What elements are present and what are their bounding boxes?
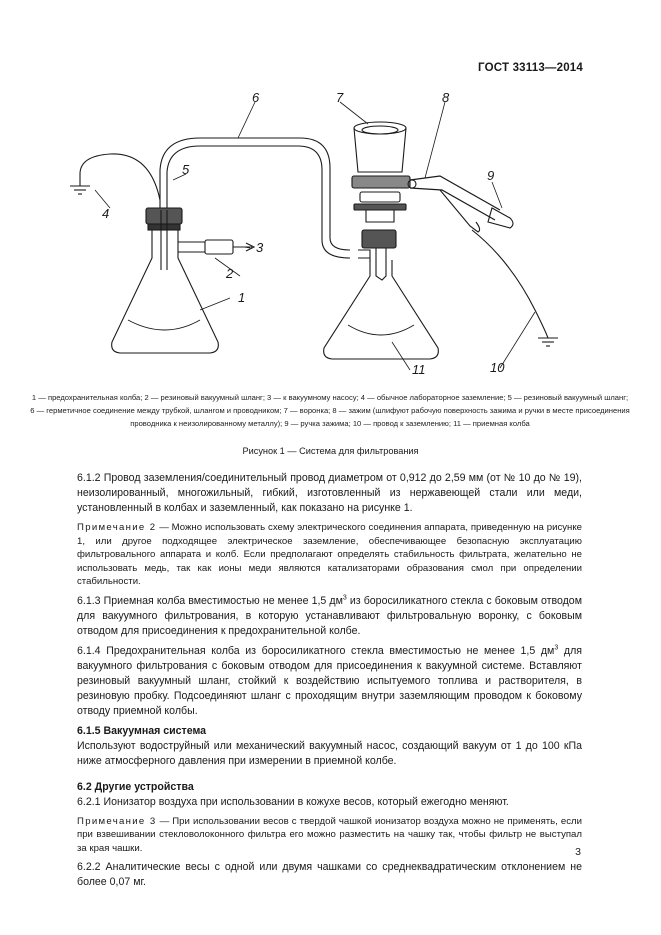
callout-6: 6 [252, 90, 260, 105]
paragraph-6-1-2: 6.1.2 Провод заземления/соединительный провод диаметром от 0,912 до 2,59 мм (от № 10 до № 19), неизолированный, многожильный, гибкий, изготовленный из нержавеющей стали или меди, установленный в колбах и заземленный, как показано на рисунке 1. [77, 472, 582, 514]
callout-4: 4 [102, 206, 110, 221]
figure-legend: 1 — предохранительная колба; 2 — резиновый вакуумный шланг; 3 — к вакуумному насосу; 4 — обычное лабораторное заземление; 5 — резиновый вакуумный шланг; 6 — герметичное соединение между трубкой, шлангом и проводником; 7 — воронка; 8 — зажим (шлифуют рабочую поверхность зажима и ручки в месте присоединения проводника к неизолированному металлу); 9 — ручка зажима; 10 — провод к заземлению; 11 — приемная колба [30, 393, 630, 428]
superscript-3: 3 [554, 643, 559, 651]
ground-symbol-left [70, 154, 160, 200]
paragraph-6-1-4 [77, 644, 582, 719]
ground-wire-right [472, 230, 558, 346]
standard-header: ГОСТ 33113—2014 [478, 62, 583, 74]
note-3 [77, 815, 582, 856]
filtration-system-diagram [40, 80, 620, 380]
document-body [77, 471, 582, 895]
figure-caption: Рисунок 1 — Система для фильтрования [242, 446, 419, 456]
note-2-label: Примечание 2 [77, 522, 157, 533]
heading-6-1-5: 6.1.5 Вакуумная система [77, 724, 207, 737]
paragraph-6-2-1: 6.2.1 Ионизатор воздуха при использовании в кожухе весов, который ежегодно меняют. [77, 795, 509, 808]
paragraph-6-1-3-start: 6.1.3 Приемная колба вместимостью не менее 1,5 дм [77, 594, 343, 607]
paragraph-6-2-2: 6.2.2 Аналитические весы с одной или двумя чашками со среднеквадратическим отклонением не более 0,07 мг. [77, 861, 582, 888]
callout-11: 11 [412, 362, 426, 377]
callout-3: 3 [256, 240, 264, 255]
note-3-text: — При использовании весов с твердой чашкой ионизатор воздуха можно не применять, если при взвешивании стекловолоконного фильтра его можно разместить на чашку так, чтобы фильтр не выступал за края чашки. [77, 815, 582, 854]
note-2 [77, 521, 582, 589]
paragraph-6-1-4-start: 6.1.4 Предохранительная колба из боросиликатного стекла вместимостью не менее 1,5 дм [77, 644, 555, 657]
paragraph-6-1-3-end: из боросиликатного стекла с боковым отводом для вакуумного фильтрования, в которую устанавливают фильтровальную воронку, с боковым отводом для присоединения к предохранительной колбе. [77, 594, 582, 637]
paragraph-6-1-3 [77, 594, 582, 639]
paragraph-6-1-4-end: для вакуумного фильтрования с боковым отводом для присоединения к вакуумной системе. Вставляют резиновый вакуумный шланг, стойкий к воздействию испытуемого топлива и растворителя, в резиновую пробку. Подсоединяют шланг с проходящим внутри заземляющим проводом к боковому отводу приемной колбы. [77, 644, 583, 717]
filter-funnel [352, 122, 410, 222]
callout-8: 8 [442, 90, 450, 105]
callout-10: 10 [490, 360, 505, 375]
superscript-3: 3 [342, 593, 347, 601]
vacuum-hose [160, 138, 350, 258]
callout-7: 7 [336, 90, 344, 105]
paragraph-6-1-5: Используют водоструйный или механический вакуумный насос, создающий вакуум от 1 до 100 кПа ниже атмосферного давления при измерении в приемной колбе. [77, 739, 582, 767]
callout-9: 9 [487, 168, 495, 183]
callout-5: 5 [182, 162, 190, 177]
note-2-text: — Можно использовать схему электрического соединения аппарата, приведенную на рисунке 1, или другое подходящее электрическое заземление, обеспечивающее безопасную эксплуатацию фильтровального аппарата и колб. Если предполагают определять стабильность фильтрата, желательно не использовать медь, так как ионы меди являются катализаторами образования смол при определении стабильности. [77, 522, 582, 587]
note-3-label: Примечание 3 [77, 815, 157, 827]
heading-6-2: 6.2 Другие устройства [77, 780, 194, 793]
callout-2: 2 [226, 266, 234, 281]
clamp [408, 176, 513, 232]
page-number: 3 [575, 846, 581, 858]
callout-1: 1 [238, 290, 246, 305]
